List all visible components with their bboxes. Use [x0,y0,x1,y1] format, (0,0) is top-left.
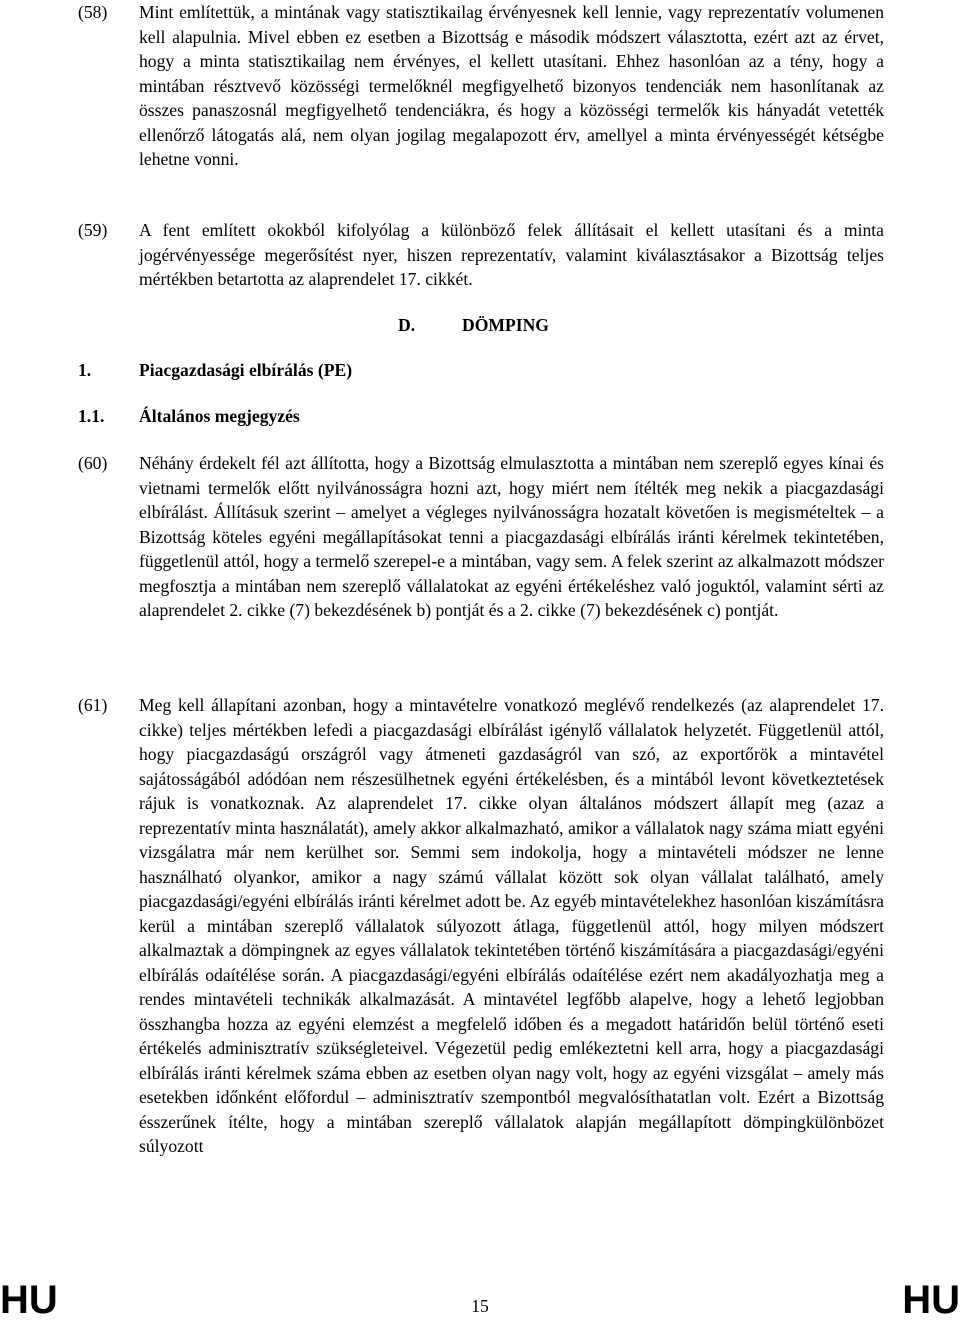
paragraph-number: (59) [78,220,108,240]
footer-language-left: HU [0,1278,58,1322]
section-title: DÖMPING [462,315,549,335]
paragraph-number: (58) [78,2,108,22]
paragraph-text: Meg kell állapítani azonban, hogy a mintavételre vonatkozó meglévő rendelkezés (az alaprendelet 17. cikke) teljes mértékben lefedi a piacgazdasági elbírálást igénylő vállalatok helyzetét. Függetlenül attól, hogy piacgazdaságú országról vagy átmeneti gazdaságról van szó, az exportőrök a mintavétel sajátosságából adódóan nem részesülhetnek egyéni értékelésben, és a mintából levont következtetések rájuk is vonatkoznak. Az alaprendelet 17. cikke olyan általános módszert állapít meg (azaz a reprezentatív minta használatát), amely akkor alkalmazható, amikor a vállalatok nagy száma miatt egyéni vizsgálatra már nem kerülhet sor. Semmi sem indokolja, hogy a mintavételi módszer ne lenne használható olyankor, amikor a nagy számú vállalat között sok olyan vállalat található, amely piacgazdasági/egyéni elbírálás iránti kérelmet adott be. Az egyéb mintavételekhez hasonlóan kiszámításra kerül a mintában szereplő vállalatok súlyozott átlaga, függetlenül attól, hogy milyen módszert alkalmaztak a dömpingnek az egyes vállalatok tekintetében történő kiszámítására a piacgazdasági/egyéni elbírálás odaítélése során. A piacgazdasági/egyéni elbírálás odaítélése ezért nem akadályozhatja meg a rendes mintavételi technikák alkalmazását. A mintavétel legfőbb alapelve, hogy a lehető legjobban összhangba hozza az egyéni elemzést a megfelelő időben és a megadott határidőn belül történő eseti értékelés adminisztratív szükségleteivel. Végezetül pedig emlékeztetni kell arra, hogy a piacgazdasági elbírálás iránti kérelmek száma ebben az esetben olyan nagy volt, hogy az egyéni vizsgálat – amely más esetekben időnként előfordul – adminisztratív szempontból megvalósíthatatlan volt. Ezért a Bizottság ésszerűnek ítélte, hogy a mintában szereplő vállalatok alapján megállapított dömpingkülönbözet súlyozott [139,695,884,1156]
paragraph-text: Néhány érdekelt fél azt állította, hogy a Bizottság elmulasztotta a mintában nem szereplő egyes kínai és vietnami termelők előtt nyilvánosságra hozni azt, hogy miért nem ítélték meg nekik a piacgazdasági elbírálást. Állításuk szerint – amelyet a végleges nyilvánosságra hozatalt követően is megismételtek – a Bizottság köteles egyéni megállapításokat tenni a piacgazdasági elbírálás iránti kérelmek tekintetében, függetlenül attól, hogy a termelő szerepel-e a mintában, vagy sem. A felek szerint az alkalmazott módszer megfosztja a mintában nem szereplő vállalatokat az egyéni értékeléshez való joguktól, valamint sérti az alaprendelet 2. cikke (7) bekezdésének b) pontját és a 2. cikke (7) bekezdésének c) pontját. [139,453,884,620]
paragraph-61 [78,693,884,1159]
heading-title: Piacgazdasági elbírálás (PE) [139,360,353,380]
paragraph-text: A fent említett okokból kifolyólag a különböző felek állításait el kellett utasítani és a minta jogérvényessége megerősítést nyer, hiszen reprezentatív, valamint kiválasztásakor a Bizottság teljes mértékben betartotta az alaprendelet 17. cikkét. [139,220,884,289]
section-letter: D. [398,315,416,335]
paragraph-number: (61) [78,695,108,715]
paragraph-text: Mint említettük, a mintának vagy statisztikailag érvényesnek kell lennie, vagy reprezentatív volumenen kell alapulnia. Mivel ebben ez esetben a Bizottság e második módszert választotta, ezért azt az érvet, hogy a minta statisztikailag nem érvényes, el kellett utasítani. Ehhez hasonlóan az a tény, hogy a mintában résztvevő közösségi termelőknél megfigyelhető bizonyos tendenciák nem hasonlítanak az összes panaszosnál megfigyelhető tendenciákra, és hogy a közösségi termelők kis hányadát vetették ellenőrző látogatás alá, nem olyan jogilag megalapozott érv, amellyel a minta érvényességét kétségbe lehetne vonni. [139,2,884,169]
paragraph-60 [78,451,884,623]
heading-title: Általános megjegyzés [139,406,300,426]
paragraph-58 [78,0,884,172]
page-number: 15 [471,1296,489,1316]
paragraph-59 [78,218,884,292]
footer-language-right: HU [902,1278,960,1322]
heading-number: 1.1. [78,406,105,426]
heading-number: 1. [78,360,92,380]
paragraph-number: (60) [78,453,108,473]
